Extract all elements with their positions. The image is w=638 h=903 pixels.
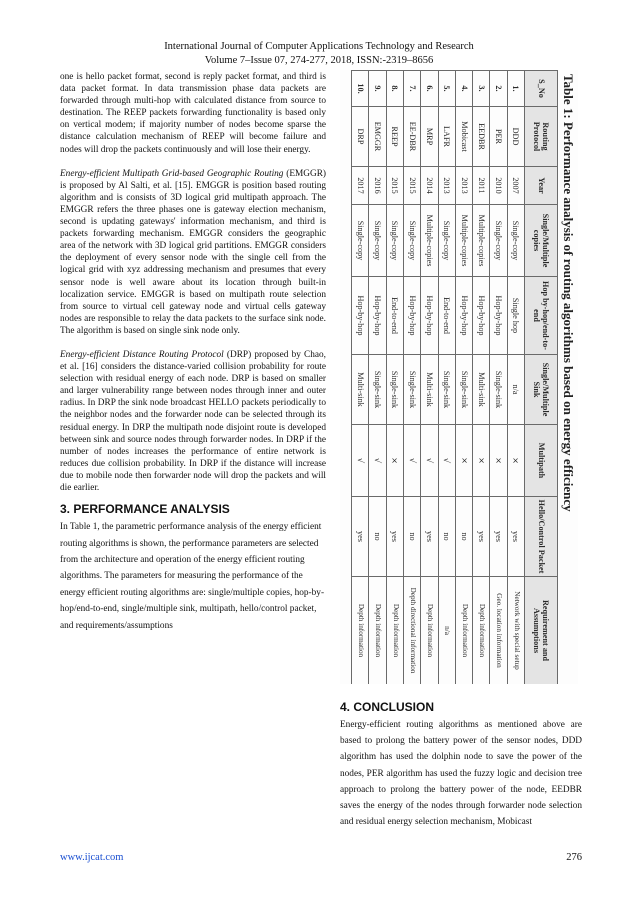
performance-table (351, 70, 558, 684)
cell-year: 2013 (455, 167, 472, 205)
cell-sno: 2. (490, 71, 507, 107)
cell-sno: 9. (369, 71, 386, 107)
header-hop: Hop by-hop/end-to-end (525, 277, 558, 355)
cell-hop: Hop-by-hop (421, 277, 438, 355)
table-row (455, 71, 472, 685)
cell-multipath: × (507, 425, 524, 497)
left-column (60, 71, 326, 634)
cell-year: 2015 (403, 167, 420, 205)
cell-protocol: LAFR (438, 107, 455, 167)
drp-title: Energy-efficient Distance Routing Protocol (60, 349, 224, 360)
cell-sink: Single-sink (386, 355, 403, 425)
cell-year: 2007 (507, 167, 524, 205)
cell-protocol: EMGGR (369, 107, 386, 167)
cell-protocol: EE-DBR (403, 107, 420, 167)
cell-hop: Single hop (507, 277, 524, 355)
cell-sno: 3. (473, 71, 490, 107)
cell-sink: Single-sink (403, 355, 420, 425)
cell-multipath: × (386, 425, 403, 497)
emggr-title: Energy-efficient Multipath Grid-based Geographic Routing (60, 168, 284, 179)
cell-year: 2017 (352, 167, 369, 205)
cell-sink: Multi-sink (421, 355, 438, 425)
cell-protocol: DDD (507, 107, 524, 167)
cell-requirement: Depth information (352, 577, 369, 685)
table-row (507, 71, 524, 685)
cell-year: 2010 (490, 167, 507, 205)
cell-sno: 5. (438, 71, 455, 107)
header-sno: S_No (525, 71, 558, 107)
cell-protocol: EEDBR (473, 107, 490, 167)
page-header (0, 40, 638, 68)
cell-hop: End-to-end (386, 277, 403, 355)
paragraph-drp (60, 349, 326, 494)
cell-requirement: Depth information (369, 577, 386, 685)
cell-hello: yes (490, 497, 507, 577)
cell-requirement: Depth information (386, 577, 403, 685)
footer-url-link[interactable]: www.ijcat.com (60, 852, 124, 863)
cell-year: 2011 (473, 167, 490, 205)
table-caption: Table 1: Performance analysis of routing algorithms based on energy efficiency (561, 74, 576, 512)
cell-year: 2014 (421, 167, 438, 205)
cell-copies: Single-copy (352, 205, 369, 277)
cell-multipath: √ (403, 425, 420, 497)
cell-multipath: √ (421, 425, 438, 497)
cell-protocol: Mobicast (455, 107, 472, 167)
table-row (352, 71, 369, 685)
table-header-row (525, 71, 558, 685)
cell-hello: no (403, 497, 420, 577)
cell-year: 2013 (438, 167, 455, 205)
cell-hello: yes (421, 497, 438, 577)
cell-sink: Multi-sink (352, 355, 369, 425)
header-copies: Single/Multiple copies (525, 205, 558, 277)
cell-copies: Multiple-copies (455, 205, 472, 277)
cell-multipath: √ (352, 425, 369, 497)
page-number: 276 (566, 852, 582, 863)
table-1-rotated (340, 70, 578, 684)
cell-copies: Single-copy (369, 205, 386, 277)
cell-copies: Single-copy (438, 205, 455, 277)
journal-volume: Volume 7–Issue 07, 274-277, 2018, ISSN:-2319–8656 (204, 55, 434, 66)
cell-hello: yes (386, 497, 403, 577)
cell-protocol: REEP (386, 107, 403, 167)
cell-hello: no (369, 497, 386, 577)
cell-requirement: Geo. location information (490, 577, 507, 685)
cell-requirement: Depth information (455, 577, 472, 685)
header-hello: Hello/Control Packet (525, 497, 558, 577)
cell-hop: End-to-end (438, 277, 455, 355)
table-row (490, 71, 507, 685)
table-row (438, 71, 455, 685)
cell-sink: Single-sink (490, 355, 507, 425)
cell-sno: 10. (352, 71, 369, 107)
cell-multipath: √ (438, 425, 455, 497)
cell-year: 2015 (386, 167, 403, 205)
cell-sink: n/a (507, 355, 524, 425)
cell-requirement: n/a (438, 577, 455, 685)
header-protocol: Routing Protocol (525, 107, 558, 167)
cell-copies: Single-copy (507, 205, 524, 277)
section-4-heading: 4. CONCLUSION (340, 700, 435, 714)
cell-protocol: PER (490, 107, 507, 167)
cell-multipath: × (455, 425, 472, 497)
table-row (386, 71, 403, 685)
cell-copies: Multiple-copies (473, 205, 490, 277)
cell-sno: 4. (455, 71, 472, 107)
cell-hop: Hop-by-hop (352, 277, 369, 355)
table-row (473, 71, 490, 685)
cell-hello: yes (352, 497, 369, 577)
section-3-body: In Table 1, the parametric performance analysis of the energy efficient routing algorithms is shown, the performance parameters are selected from the architecture and operation of the energy efficient routing algorithms. The parameters for measuring the performance of the energy efficient routing algorithms are: single/multiple copies, hop-by-hop/end-to-end, single/multiple sink, multipath, hello/control packet, and requirements/assumptions (60, 522, 325, 631)
cell-multipath: × (490, 425, 507, 497)
cell-copies: Single-copy (490, 205, 507, 277)
cell-hop: Hop-by-hop (403, 277, 420, 355)
cell-sink: Single-sink (369, 355, 386, 425)
table-1-figure (340, 70, 578, 684)
cell-copies: Multiple-copies (421, 205, 438, 277)
cell-multipath: √ (369, 425, 386, 497)
cell-hello: yes (507, 497, 524, 577)
cell-hop: Hop-by-hop (490, 277, 507, 355)
cell-protocol: MRP (421, 107, 438, 167)
paragraph-reep: one is hello packet format, second is reply packet format, and third is data packet format. In data transmission phase data packets are forwarded through multi-hop with calculated distance from source to destination. The REEP packets forwarding functionality is based only on vertical modem; if majority number of nodes become sparse the distance calculation mechanism of REEP will become failure and nodes will drop the packets continuously and will lose their energy. (60, 72, 326, 155)
cell-hello: no (438, 497, 455, 577)
right-column (340, 692, 582, 830)
header-year: Year (525, 167, 558, 205)
table-row (369, 71, 386, 685)
header-multipath: Multipath (525, 425, 558, 497)
cell-year: 2016 (369, 167, 386, 205)
emggr-body: (EMGGR) is proposed by Al Salti, et al. [15]. EMGGR is position based routing algorithm and is consists of 3D logical grid multipath approach. The EMGGR refers the three phases one is gateway election mechanism, second is updating gateways' information mechanism, and third is packets forwarding mechanism. EMGGR considers the geographic area of the network with 3D logical grid partitions. EMGGR considers the deployment of every sensor node with the single cell from the logical grid with xyz addressing mechanism and presumes that every sensor node is well aware about its location through built-in localization service. EMGGR is based on multipath route selection from source to virtual cell gateway node and virtual cells gateway nodes are responsible to relay the data packets to the surface sink node. The algorithm is based on single sink node only. (60, 168, 326, 336)
cell-requirement: Depth directional information (403, 577, 420, 685)
cell-hello: no (455, 497, 472, 577)
cell-requirement: Network with special setup (507, 577, 524, 685)
header-sink: Single/Multiple Sink (525, 355, 558, 425)
cell-multipath: × (473, 425, 490, 497)
cell-copies: Single-copy (386, 205, 403, 277)
cell-sno: 6. (421, 71, 438, 107)
section-4-body: Energy-efficient routing algorithms as mentioned above are based to prolong the battery power of the sensor nodes, DDD algorithm has used the dolphin node to save the power of the nodes, PER algorithm has used the fuzzy logic and decision tree approach to prolong the battery power of the node, EEDBR saves the energy of the nodes through forwarder node selection and residual energy selection mechanism, Mobicast (340, 720, 582, 828)
cell-sink: Single-sink (438, 355, 455, 425)
cell-sno: 1. (507, 71, 524, 107)
cell-sno: 8. (386, 71, 403, 107)
paragraph-emggr (60, 168, 326, 337)
cell-hop: Hop-by-hop (369, 277, 386, 355)
table-row (421, 71, 438, 685)
cell-sink: Multi-sink (473, 355, 490, 425)
cell-protocol: DRP (352, 107, 369, 167)
drp-body: (DRP) proposed by Chao, et al. [16] considers the distance-varied collision probability for route selection with residual energy of each node. DRP is based on smaller and larger vulnerability range between nodes through inner and outer radius. In DRP the sink node broadcast HELLO packets periodically to the neighbor nodes and the forwarder node can be selected through its residual energy. In DRP the multipath node disjoint route is developed between sink and source nodes through forwarder nodes. In DRP if the number of nodes increases the performance of entire network is reduces due collision probability. In DRP if the distance will increase due to mobile node then forwarder node will drop the packets and will die earlier. (60, 349, 326, 493)
cell-sno: 7. (403, 71, 420, 107)
cell-copies: Single-copy (403, 205, 420, 277)
table-row (403, 71, 420, 685)
cell-hop: Hop-by-hop (473, 277, 490, 355)
cell-hop: Hop-by-hop (455, 277, 472, 355)
header-requirement: Requirement and Assumptions (525, 577, 558, 685)
cell-hello: yes (473, 497, 490, 577)
cell-requirement: Depth information (473, 577, 490, 685)
cell-requirement: Depth information (421, 577, 438, 685)
journal-title: International Journal of Computer Applications Technology and Research (164, 41, 474, 52)
section-3-heading: 3. PERFORMANCE ANALYSIS (60, 502, 230, 517)
cell-sink: Single-sink (455, 355, 472, 425)
